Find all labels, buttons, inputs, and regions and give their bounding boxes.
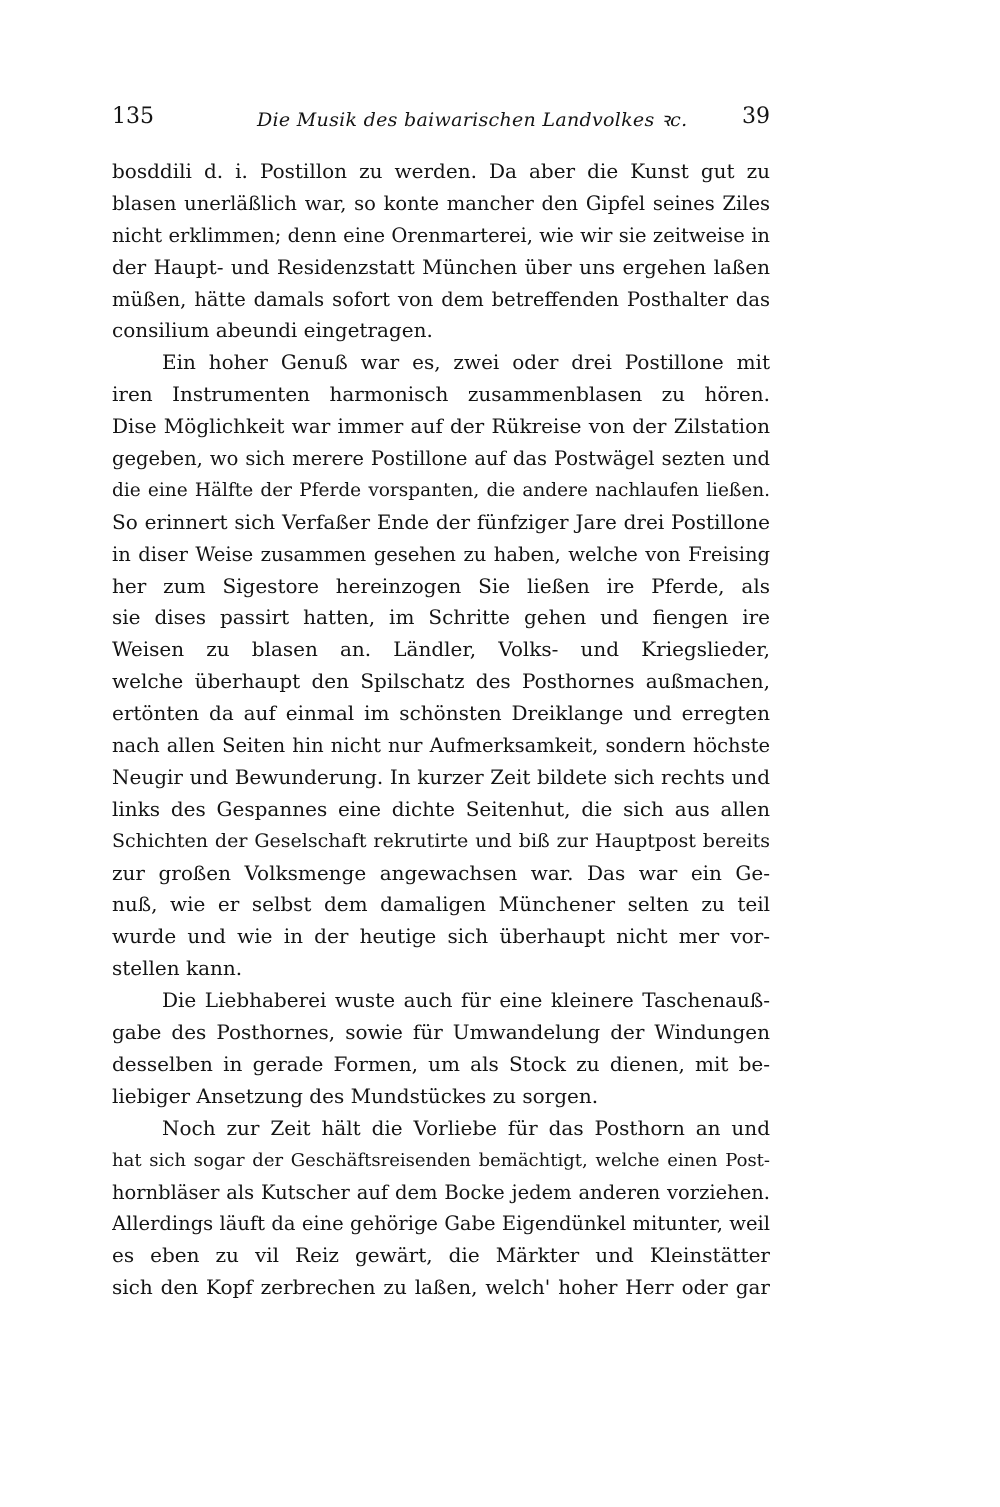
- text-line: nuß, wie er selbst dem damaligen Münchener selten zu teil: [112, 892, 770, 917]
- text-line: liebiger Ansetzung des Mundstückes zu sorgen.: [112, 1083, 599, 1108]
- text-line: nicht erklimmen; denn eine Orenmarterei, wie wir sie zeitweise in: [112, 223, 770, 247]
- text-line: zur großen Volksmenge angewachsen war. Das war ein Ge-: [112, 860, 770, 885]
- text-line: welche überhaupt den Spilschatz des Posthornes außmachen,: [112, 669, 770, 694]
- text-line: sich den Kopf zerbrechen zu laßen, welch' hoher Herr oder gar: [112, 1275, 770, 1300]
- text-line: wurde und wie in der heutige sich überhaupt nicht mer vor-: [112, 924, 770, 949]
- text-line: desselben in gerade Formen, um als Stock zu dienen, mit be-: [112, 1051, 770, 1076]
- text-line: sie dises passirt hatten, im Schritte gehen und fiengen ire: [112, 605, 770, 630]
- text-line: gegeben, wo sich merere Postillone auf das Postwägel sezten und: [112, 447, 770, 471]
- text-line: links des Gespannes eine dichte Seitenhut, die sich aus allen: [112, 796, 770, 821]
- text-line: gabe des Posthornes, sowie für Umwandelung der Windungen: [112, 1020, 770, 1045]
- text-line: ertönten da auf einmal im schönsten Dreiklange und erregten: [112, 701, 770, 726]
- text-line: iren Instrumenten harmonisch zusammenblasen zu hören.: [112, 382, 770, 407]
- running-title: Die Musik des baiwarischen Landvolkes ꝛc.: [257, 109, 688, 131]
- text-line: Weisen zu blasen an. Ländler, Volks- und Kriegslieder,: [112, 637, 770, 662]
- text-line: Schichten der Geselschaft rekrutirte und biß zur Hauptpost bereits: [112, 829, 770, 852]
- text-line: es eben zu vil Reiz gewärt, die Märkter und Kleinstätter: [112, 1243, 770, 1268]
- text-line: Neugir und Bewunderung. In kurzer Zeit bildete sich rechts und: [112, 764, 770, 789]
- text-line: Die Liebhaberei wuste auch für eine kleinere Taschenauß-: [162, 988, 770, 1013]
- text-line: Dise Möglichkeit war immer auf der Rükreise von der Zilstation: [112, 414, 770, 439]
- text-line: blasen unerläßlich war, so konte mancher den Gipfel seines Ziles: [112, 191, 770, 215]
- paragraph: [112, 347, 770, 985]
- text-line: hat sich sogar der Geschäftsreisenden bemächtigt, welche einen Post-: [112, 1149, 770, 1171]
- text-line: bosddili d. i. Postillon zu werden. Da aber die Kunst gut zu: [112, 159, 770, 183]
- text-line: Allerdings läuft da eine gehörige Gabe Eigendünkel mitunter, weil: [112, 1212, 770, 1236]
- page-header: [112, 104, 770, 138]
- paragraph: [112, 156, 770, 347]
- text-line: der Haupt- und Residenzstatt München über uns ergehen laßen: [112, 254, 770, 279]
- text-line: in diser Weise zusammen gesehen zu haben, welche von Freising: [112, 542, 770, 566]
- text-line: consilium abeundi eingetragen.: [112, 318, 433, 343]
- text-line: Noch zur Zeit hält die Vorliebe für das Posthorn an und: [162, 1115, 770, 1140]
- text-line: die eine Hälfte der Pferde vorspanten, die andere nachlaufen ließen.: [112, 479, 770, 501]
- text-line: her zum Sigestore hereinzogen Sie ließen ire Pferde, als: [112, 573, 770, 598]
- text-line: hornbläser als Kutscher auf dem Bocke jedem anderen vorziehen.: [112, 1180, 770, 1204]
- text-line: nach allen Seiten hin nicht nur Aufmerksamkeit, sondern höchste: [112, 734, 770, 758]
- page-number-left: 135: [112, 104, 154, 129]
- text-line: stellen kann.: [112, 956, 243, 981]
- paragraph: [112, 1113, 770, 1304]
- paragraph: [112, 985, 770, 1113]
- body-text: [112, 156, 770, 1304]
- page-number-right: 39: [742, 104, 770, 129]
- text-line: Ein hoher Genuß war es, zwei oder drei Postillone mit: [162, 350, 770, 375]
- text-line: müßen, hätte damals sofort von dem betreffenden Posthalter das: [112, 287, 770, 311]
- text-line: So erinnert sich Verfaßer Ende der fünfziger Jare drei Postillone: [112, 509, 770, 534]
